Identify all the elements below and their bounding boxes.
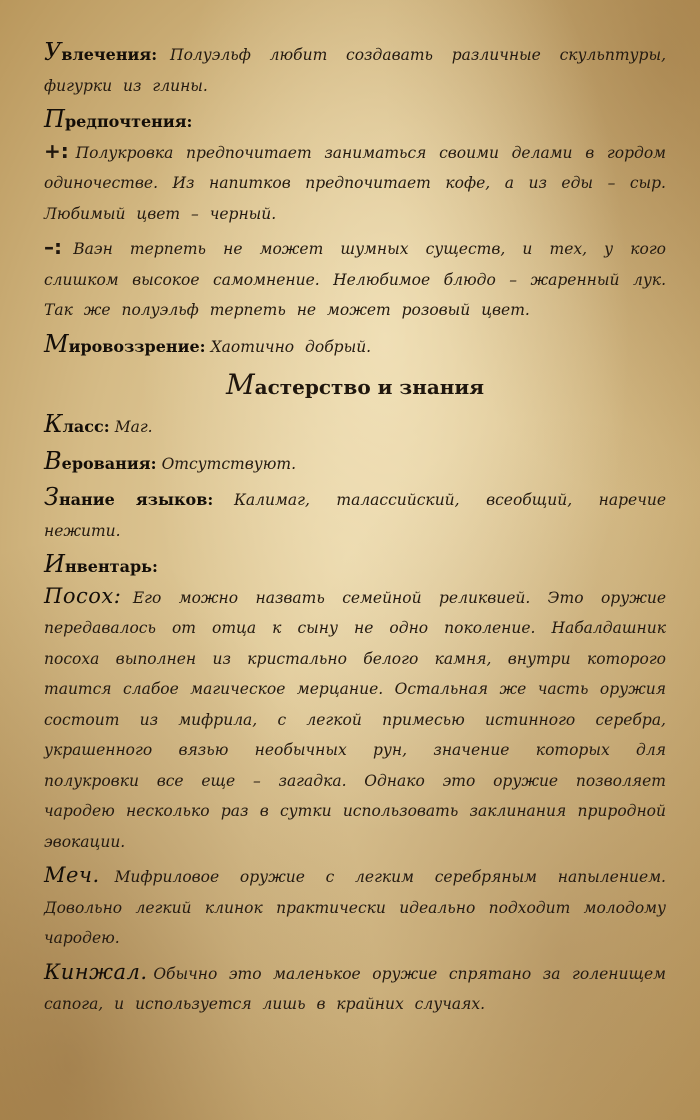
dislikes-section xyxy=(44,233,666,326)
worldview-label xyxy=(44,329,206,358)
staff-name: Посох: xyxy=(44,583,122,608)
section-title xyxy=(44,368,666,404)
languages-label xyxy=(44,483,214,511)
sword-name: Меч. xyxy=(44,863,100,887)
dagger-name: Кинжал. xyxy=(44,959,148,984)
inventory-item-sword xyxy=(44,861,666,954)
worldview-text: Хаотично добрый. xyxy=(210,337,372,356)
beliefs-label xyxy=(44,446,157,475)
dislikes-text: Ваэн терпеть не может шумных существ, и тех, у кого слишком высокое самомнение. Нелюбимое блюдо – жаренный лук. Так же полуэльф терпеть не может розовый цвет. xyxy=(44,240,666,319)
staff-text: Его можно назвать семейной реликвией. Это оружие передавалось от отца к сыну не одно поколение. Набалдашник посоха выполнен из кристально белого камня, внутри которого таится слабое магическое мерцание. Остальная же часть оружия состоит из мифрила, с легкой примесью истинного серебра, украшенного вязью необычных рун, значение которых для полукровки все еще – загадка. Однако это оружие позволяет чародею несколько раз в сутки использовать заклинания природной эвокации. xyxy=(44,588,666,851)
section-title-rest: астерство и знания xyxy=(254,375,485,399)
worldview-section xyxy=(44,330,666,363)
character-sheet-page xyxy=(44,38,666,1020)
inventory-item-dagger xyxy=(44,958,666,1020)
class-section xyxy=(44,410,666,443)
class-text: Маг. xyxy=(114,418,153,436)
hobbies-label-cap: У xyxy=(44,38,62,66)
class-label-rest: ласс: xyxy=(62,417,110,436)
hobbies-section xyxy=(44,38,666,101)
languages-label-cap: З xyxy=(44,483,59,511)
minus-sign: –: xyxy=(44,235,62,259)
languages-text: Калимаг, талассийский, всеобщий, наречие нежити. xyxy=(44,491,666,540)
sword-text: Мифриловое оружие с легким серебряным напылением. Довольно легкий клинок практически идеально подходит молодому чародею. xyxy=(44,868,666,947)
preferences-label-cap: П xyxy=(44,105,65,133)
likes-text: Полукровка предпочитает заниматься своими делами в гордом одиночестве. Из напитков предпочитает кофе, а из еды – сыр. Любимый цвет – черный. xyxy=(44,143,666,223)
inventory-heading xyxy=(44,550,666,582)
class-label-cap: К xyxy=(44,410,63,438)
dagger-text: Обычно это маленькое оружие спрятано за голенищем сапога, и используется лишь в крайних случаях. xyxy=(44,964,666,1013)
beliefs-label-cap: В xyxy=(44,446,62,475)
inventory-label-rest: нвентарь: xyxy=(64,557,158,576)
worldview-label-cap: М xyxy=(44,329,69,358)
section-title-cap: М xyxy=(225,368,255,401)
beliefs-text: Отсутствуют. xyxy=(161,454,296,473)
languages-label-rest: нание языков: xyxy=(58,490,214,509)
beliefs-label-rest: ерования: xyxy=(61,453,157,473)
hobbies-text: Полуэльф любит создавать различные скульптуры, фигурки из глины. xyxy=(44,46,666,95)
inventory-label xyxy=(44,550,158,578)
plus-sign: +: xyxy=(44,138,69,163)
inventory-item-staff xyxy=(44,582,666,858)
likes-section xyxy=(44,137,666,230)
preferences-heading xyxy=(44,105,666,137)
hobbies-label xyxy=(44,38,158,66)
hobbies-label-rest: влечения: xyxy=(61,45,158,64)
inventory-label-cap: И xyxy=(44,550,65,578)
worldview-label-rest: ировоззрение: xyxy=(68,336,206,356)
class-label xyxy=(44,410,110,438)
preferences-label-rest: редпочтения: xyxy=(64,112,193,131)
preferences-label xyxy=(44,105,193,133)
languages-section xyxy=(44,483,666,546)
beliefs-section xyxy=(44,447,666,480)
